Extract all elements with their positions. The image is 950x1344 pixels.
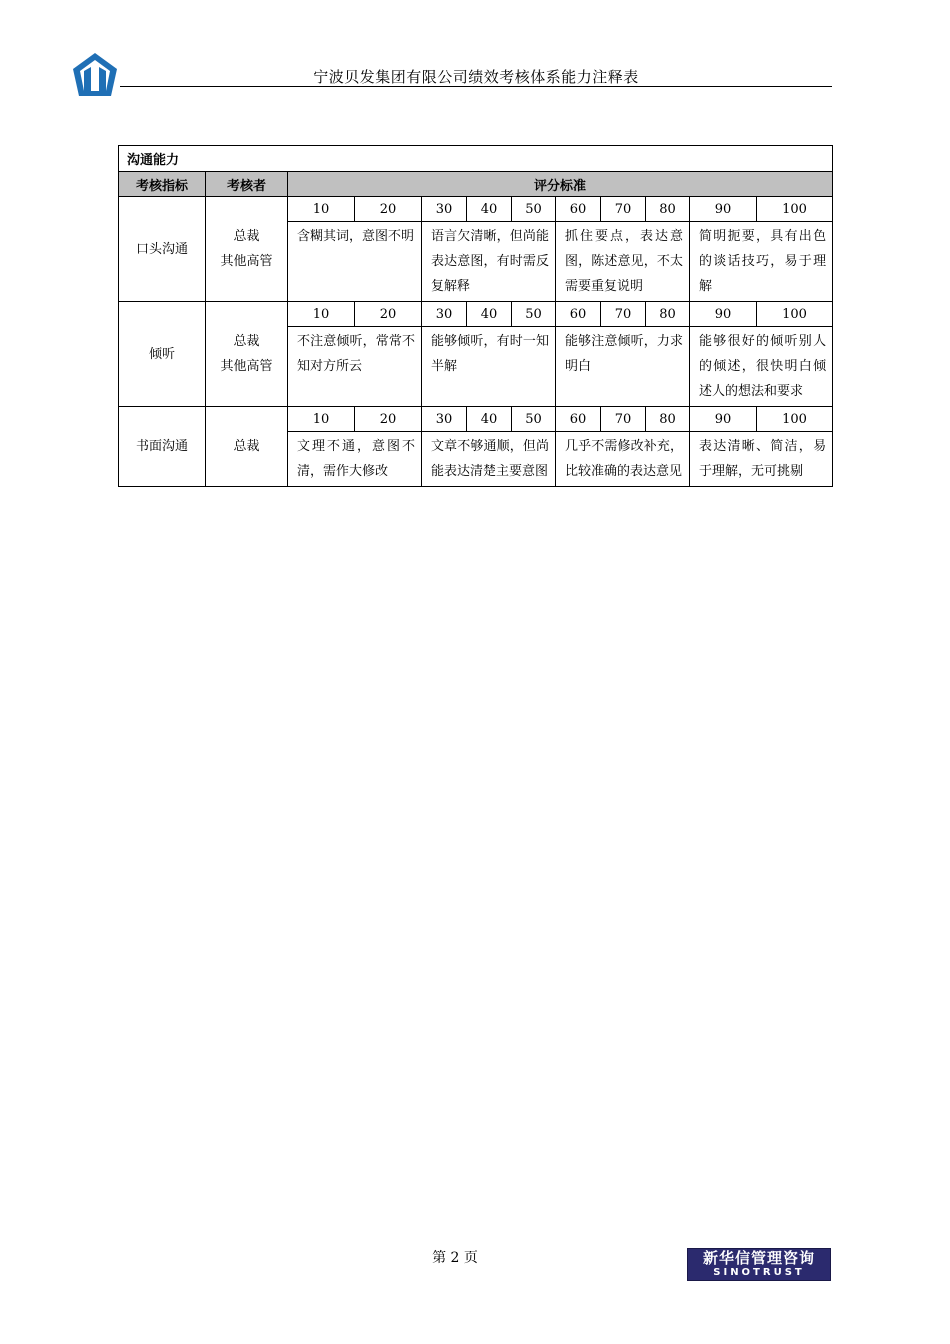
score-cell: 50 bbox=[512, 302, 556, 327]
col-header-criteria: 评分标准 bbox=[288, 172, 833, 197]
score-cell: 40 bbox=[467, 302, 512, 327]
assessor-label: 总裁 bbox=[233, 229, 260, 244]
indicator-cell bbox=[119, 197, 206, 302]
col-header-assessor: 考核者 bbox=[206, 172, 288, 197]
score-cell: 40 bbox=[467, 407, 512, 432]
document-title: 宁波贝发集团有限公司绩效考核体系能力注释表 bbox=[313, 68, 639, 86]
description-cell: 语言欠清晰，但尚能表达意图，有时需反复解释 bbox=[422, 222, 556, 302]
brand-name-cn: 新华信管理咨询 bbox=[702, 1249, 815, 1267]
indicator-cell bbox=[119, 407, 206, 487]
header-divider bbox=[120, 86, 832, 87]
score-cell: 90 bbox=[690, 407, 757, 432]
score-cell: 100 bbox=[757, 407, 833, 432]
description-cell: 文理不通，意图不清，需作大修改 bbox=[288, 432, 422, 487]
section-title: 沟通能力 bbox=[119, 146, 833, 172]
table-row bbox=[119, 302, 833, 327]
score-cell: 40 bbox=[467, 197, 512, 222]
score-cell: 20 bbox=[355, 407, 422, 432]
score-cell: 10 bbox=[288, 407, 355, 432]
score-cell: 30 bbox=[422, 197, 467, 222]
score-cell: 30 bbox=[422, 407, 467, 432]
score-cell: 50 bbox=[512, 197, 556, 222]
assessor-cell bbox=[206, 197, 288, 302]
communication-ability-table bbox=[118, 145, 833, 487]
score-cell: 100 bbox=[757, 302, 833, 327]
description-cell: 含糊其词，意图不明 bbox=[288, 222, 422, 302]
assessor-cell bbox=[206, 407, 288, 487]
description-cell: 抓住要点，表达意图，陈述意见，不太需要重复说明 bbox=[556, 222, 690, 302]
score-cell: 60 bbox=[556, 407, 601, 432]
score-cell: 20 bbox=[355, 302, 422, 327]
score-cell: 80 bbox=[646, 197, 690, 222]
score-cell: 10 bbox=[288, 302, 355, 327]
sinotrust-logo bbox=[687, 1248, 831, 1281]
indicator-label: 口头沟通 bbox=[135, 241, 188, 257]
score-cell: 90 bbox=[690, 302, 757, 327]
description-cell: 表达清晰、简洁，易于理解，无可挑剔 bbox=[690, 432, 833, 487]
score-cell: 60 bbox=[556, 302, 601, 327]
description-cell: 不注意倾听，常常不知对方所云 bbox=[288, 327, 422, 407]
assessor-label: 总裁 bbox=[233, 439, 260, 454]
indicator-label: 书面沟通 bbox=[135, 439, 188, 454]
score-cell: 100 bbox=[757, 197, 833, 222]
indicator-label: 倾听 bbox=[148, 346, 175, 362]
score-cell: 50 bbox=[512, 407, 556, 432]
brand-name-en: SINOTRUST bbox=[713, 1267, 805, 1278]
score-cell: 20 bbox=[355, 197, 422, 222]
description-cell: 几乎不需修改补充，比较准确的表达意见 bbox=[556, 432, 690, 487]
score-cell: 30 bbox=[422, 302, 467, 327]
assessor-label: 其他高管 bbox=[220, 359, 273, 374]
description-cell: 能够注意倾听，力求明白 bbox=[556, 327, 690, 407]
col-header-indicator: 考核指标 bbox=[119, 172, 206, 197]
assessor-label: 总裁 bbox=[233, 334, 260, 349]
score-cell: 80 bbox=[646, 407, 690, 432]
score-cell: 70 bbox=[601, 197, 646, 222]
score-cell: 80 bbox=[646, 302, 690, 327]
description-cell: 能够很好的倾听别人的倾述，很快明白倾述人的想法和要求 bbox=[690, 327, 833, 407]
score-cell: 60 bbox=[556, 197, 601, 222]
page-number: 第 2 页 bbox=[432, 1250, 478, 1266]
assessor-cell bbox=[206, 302, 288, 407]
indicator-cell bbox=[119, 302, 206, 407]
score-cell: 70 bbox=[601, 407, 646, 432]
assessor-label: 其他高管 bbox=[220, 254, 273, 269]
score-cell: 70 bbox=[601, 302, 646, 327]
score-cell: 90 bbox=[690, 197, 757, 222]
company-logo-icon bbox=[70, 50, 120, 100]
table-row bbox=[119, 197, 833, 222]
description-cell: 简明扼要，具有出色的谈话技巧，易于理解 bbox=[690, 222, 833, 302]
description-cell: 能够倾听，有时一知半解 bbox=[422, 327, 556, 407]
description-cell: 文章不够通顺，但尚能表达清楚主要意图 bbox=[422, 432, 556, 487]
table-row bbox=[119, 407, 833, 432]
score-cell: 10 bbox=[288, 197, 355, 222]
